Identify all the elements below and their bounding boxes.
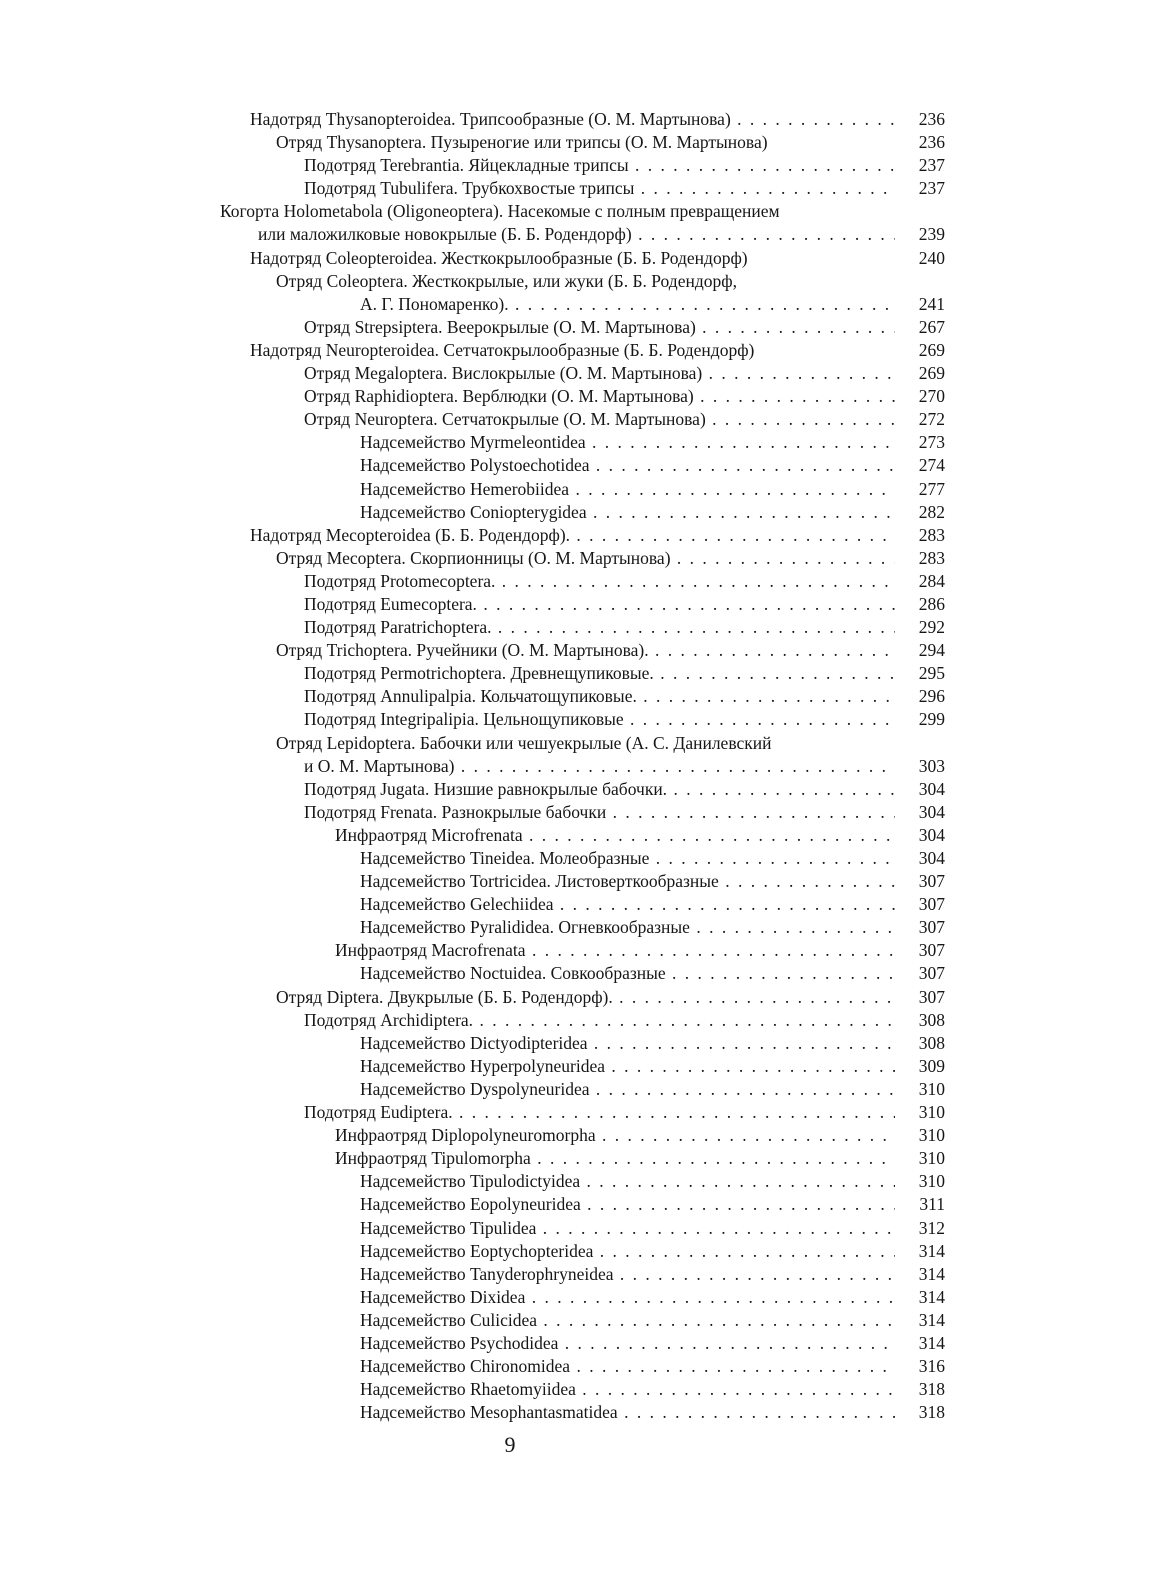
toc-entry-page: 308 (918, 1032, 945, 1053)
toc-entry (220, 732, 945, 755)
toc-entry-page: 303 (918, 755, 945, 776)
toc-entry (220, 708, 945, 731)
toc-entry (220, 1309, 945, 1332)
toc-entry-title: Надсемейство Eopolyneuridea . . . (220, 1193, 895, 1216)
toc-entry (220, 939, 945, 962)
toc-entry-page: 237 (918, 178, 945, 199)
toc-entry (220, 593, 945, 616)
toc-entry (220, 1193, 945, 1216)
toc-entry-page: 236 (918, 132, 945, 153)
toc-entry-page: 310 (918, 1078, 945, 1099)
toc-entry (220, 1078, 945, 1101)
toc-entry-page: 314 (918, 1286, 945, 1307)
toc-entry-title: Надотряд Neuropteroidea. Сетчатокрылообразные (Б. Б. Родендорф) (250, 339, 755, 360)
toc-entry-page: 269 (918, 363, 945, 384)
toc-entry-page: 316 (918, 1356, 945, 1377)
toc-entry-page: 310 (918, 1171, 945, 1192)
toc-entry-page: 304 (918, 801, 945, 822)
toc-entry-page: 299 (918, 709, 945, 730)
toc-entry-title: Отряд Strepsiptera. Веерокрылые (О. М. Мартынова) . . . (220, 316, 895, 339)
toc-entry-page: 273 (918, 432, 945, 453)
toc-entry-title: Надсемейство Hyperpolyneuridea . . . (220, 1055, 895, 1078)
toc-entry (220, 200, 945, 223)
toc-entry (220, 893, 945, 916)
toc-entry (220, 154, 945, 177)
toc-entry-title: Подотряд Tubulifera. Трубкохвостые трипсы . . . (220, 177, 895, 200)
toc-entry (220, 962, 945, 985)
toc-entry (220, 108, 945, 131)
toc-entry-page: 311 (919, 1194, 945, 1215)
toc-entry-title: Подотряд Paratrichoptera. . . . (220, 616, 895, 639)
table-of-contents (220, 108, 945, 1424)
toc-entry (220, 1378, 945, 1401)
toc-entry-page: 318 (918, 1402, 945, 1423)
toc-entry-title: Надсемейство Tortricidea. Листоверткообразные . . . (220, 870, 895, 893)
toc-entry-title: Надотряд Mecopteroidea (Б. Б. Родендорф). . . . (220, 524, 895, 547)
toc-entry-title: Подотряд Eudiptera. . . . (220, 1101, 895, 1124)
toc-entry-title: Отряд Diptera. Двукрылые (Б. Б. Родендорф). . . . (220, 986, 895, 1009)
toc-entry-page: 240 (918, 247, 945, 268)
toc-entry-title: Отряд Coleoptera. Жесткокрылые, или жуки (Б. Б. Родендорф, (276, 270, 737, 291)
toc-entry (220, 454, 945, 477)
toc-entry-page: 307 (918, 963, 945, 984)
toc-entry (220, 247, 945, 270)
toc-entry (220, 316, 945, 339)
toc-entry-title: Надсемейство Pyralididea. Огневкообразные . . . (220, 916, 895, 939)
toc-entry (220, 501, 945, 524)
toc-entry (220, 1286, 945, 1309)
toc-entry (220, 431, 945, 454)
toc-entry (220, 362, 945, 385)
toc-entry-title: Надсемейство Gelechiidea . . . (220, 893, 895, 916)
toc-entry (220, 801, 945, 824)
toc-entry-page: 309 (918, 1055, 945, 1076)
toc-entry-page: 308 (918, 1009, 945, 1030)
toc-entry-page: 314 (918, 1240, 945, 1261)
toc-entry (220, 662, 945, 685)
toc-entry-page: 284 (918, 570, 945, 591)
toc-entry-page: 272 (918, 409, 945, 430)
toc-entry-title: Надсемейство Dictyodipteridea . . . (220, 1032, 895, 1055)
toc-entry (220, 177, 945, 200)
toc-entry (220, 778, 945, 801)
toc-entry-page: 237 (918, 155, 945, 176)
toc-entry-page: 307 (918, 986, 945, 1007)
toc-entry-title: Надсемейство Chironomidea . . . (220, 1355, 895, 1378)
toc-entry-title: Надсемейство Dyspolyneuridea . . . (220, 1078, 895, 1101)
toc-entry-page: 296 (918, 686, 945, 707)
toc-entry-page: 239 (918, 224, 945, 245)
page-number: 9 (504, 1432, 516, 1457)
toc-entry-page: 286 (918, 593, 945, 614)
toc-entry-title: Надсемейство Psychodidea . . . (220, 1332, 895, 1355)
toc-entry-page: 292 (918, 617, 945, 638)
toc-entry-title: Надсемейство Eoptychopteridea . . . (220, 1240, 895, 1263)
toc-entry (220, 870, 945, 893)
toc-entry (220, 847, 945, 870)
toc-entry-page: 283 (918, 524, 945, 545)
toc-entry-page: 277 (918, 478, 945, 499)
toc-entry-title: Надсемейство Tineidea. Молеобразные . . . (220, 847, 895, 870)
toc-entry (220, 339, 945, 362)
toc-entry-page: 314 (918, 1332, 945, 1353)
toc-entry-title: Когорта Holometabola (Oligoneoptera). Насекомые с полным превращением (220, 201, 780, 222)
toc-entry (220, 1263, 945, 1286)
toc-entry-page: 310 (918, 1148, 945, 1169)
toc-entry (220, 223, 945, 246)
toc-entry-title: Подотряд Permotrichoptera. Древнещупиковые. . . . (220, 662, 895, 685)
toc-entry-title: Отряд Neuroptera. Сетчатокрылые (О. М. Мартынова) . . . (220, 408, 895, 431)
toc-entry-title: Подотряд Jugata. Низшие равнокрылые бабочки. . . . (220, 778, 895, 801)
toc-entry-title: Надсемейство Tipulidea . . . (220, 1217, 895, 1240)
toc-entry-page: 267 (918, 316, 945, 337)
toc-entry-title: Подотряд Annulipalpia. Кольчатощупиковые. . . . (220, 685, 895, 708)
toc-entry (220, 1009, 945, 1032)
toc-entry-page: 314 (918, 1309, 945, 1330)
toc-entry-page: 269 (918, 339, 945, 360)
toc-entry-page: 304 (918, 778, 945, 799)
toc-entry (220, 408, 945, 431)
toc-entry-page: 283 (918, 547, 945, 568)
toc-entry-title: Надсемейство Rhaetomyiidea . . . (220, 1378, 895, 1401)
toc-entry-title: А. Г. Пономаренко). . . . (220, 293, 895, 316)
toc-entry-page: 295 (918, 663, 945, 684)
toc-entry (220, 1147, 945, 1170)
toc-entry-title: Надсемейство Noctuidea. Совкообразные . . . (220, 962, 895, 985)
toc-entry-title: Подотряд Terebrantia. Яйцекладные трипсы . . . (220, 154, 895, 177)
toc-entry (220, 685, 945, 708)
toc-entry (220, 1401, 945, 1424)
toc-entry (220, 385, 945, 408)
toc-entry (220, 131, 945, 154)
toc-entry-title: Инфраотряд Microfrenata . . . (220, 824, 895, 847)
toc-entry-page: 270 (918, 386, 945, 407)
toc-entry-title: Инфраотряд Tipulomorpha . . . (220, 1147, 895, 1170)
toc-entry (220, 755, 945, 778)
toc-entry-page: 304 (918, 824, 945, 845)
toc-entry-title: Надсемейство Polystoechotidea . . . (220, 454, 895, 477)
toc-entry-title: Надсемейство Mesophantasmatidea . . . (220, 1401, 895, 1424)
toc-entry-title: Надсемейство Hemerobiidea . . . (220, 478, 895, 501)
toc-entry-page: 241 (918, 293, 945, 314)
toc-entry (220, 639, 945, 662)
toc-entry-title: Надсемейство Coniopterygidea . . . (220, 501, 895, 524)
toc-entry-page: 307 (918, 940, 945, 961)
toc-entry-page: 310 (918, 1125, 945, 1146)
toc-entry (220, 547, 945, 570)
toc-entry-title: Подотряд Protomecoptera. . . . (220, 570, 895, 593)
toc-entry-page: 236 (918, 109, 945, 129)
toc-entry-page: 307 (918, 871, 945, 892)
toc-entry-title: Надсемейство Dixidea . . . (220, 1286, 895, 1309)
toc-entry (220, 1032, 945, 1055)
toc-entry (220, 1240, 945, 1263)
toc-entry (220, 1124, 945, 1147)
toc-entry-page: 294 (918, 640, 945, 661)
toc-entry (220, 570, 945, 593)
toc-entry-title: Подотряд Archidiptera. . . . (220, 1009, 895, 1032)
toc-entry-page: 307 (918, 894, 945, 915)
toc-entry (220, 1170, 945, 1193)
toc-entry (220, 478, 945, 501)
toc-entry-title: Отряд Thysanoptera. Пузыреногие или трипсы (О. М. Мартынова) (276, 132, 768, 153)
toc-entry-title: Надсемейство Tanyderophryneidea . . . (220, 1263, 895, 1286)
toc-entry-title: Отряд Lepidoptera. Бабочки или чешуекрылые (А. С. Данилевский (276, 732, 772, 753)
toc-entry-page: 307 (918, 917, 945, 938)
toc-entry-page: 310 (918, 1102, 945, 1123)
toc-entry-page: 318 (918, 1379, 945, 1400)
toc-entry-title: Подотряд Integripalipia. Цельнощупиковые . . . (220, 708, 895, 731)
toc-entry (220, 1355, 945, 1378)
toc-entry-title: Инфраотряд Diplopolyneuromorpha . . . (220, 1124, 895, 1147)
toc-entry (220, 916, 945, 939)
toc-entry (220, 524, 945, 547)
toc-entry (220, 1055, 945, 1078)
toc-entry-title: Подотряд Eumecoptera. . . . (220, 593, 895, 616)
toc-entry-title: Отряд Trichoptera. Ручейники (О. М. Мартынова). . . . (220, 639, 895, 662)
toc-entry-title: или маложилковые новокрылые (Б. Б. Родендорф) . . . (220, 223, 895, 246)
toc-entry (220, 270, 945, 293)
toc-entry-title: Надотряд Coleopteroidea. Жесткокрылообразные (Б. Б. Родендорф) (250, 247, 748, 268)
toc-entry-title: и О. М. Мартынова) . . . (220, 755, 895, 778)
toc-entry (220, 293, 945, 316)
toc-entry-page: 314 (918, 1263, 945, 1284)
toc-entry-page: 274 (918, 455, 945, 476)
toc-entry-title: Надотряд Thysanopteroidea. Трипсообразные (О. М. Мартынова) . . . (220, 108, 895, 131)
toc-entry-page: 312 (918, 1217, 945, 1238)
toc-entry (220, 824, 945, 847)
toc-entry (220, 1332, 945, 1355)
toc-entry-page: 282 (918, 501, 945, 522)
toc-entry-title: Отряд Mecoptera. Скорпионницы (О. М. Мартынова) . . . (220, 547, 895, 570)
toc-entry-title: Надсемейство Culicidea . . . (220, 1309, 895, 1332)
toc-entry (220, 1101, 945, 1124)
toc-entry (220, 616, 945, 639)
toc-entry (220, 1217, 945, 1240)
toc-entry-title: Отряд Megaloptera. Вислокрылые (О. М. Мартынова) . . . (220, 362, 895, 385)
toc-entry-title: Отряд Raphidioptera. Верблюдки (О. М. Мартынова) . . . (220, 385, 895, 408)
toc-entry-title: Подотряд Frenata. Разнокрылые бабочки . . . (220, 801, 895, 824)
toc-entry-title: Надсемейство Tipulodictyidea . . . (220, 1170, 895, 1193)
toc-entry-title: Инфраотряд Macrofrenata . . . (220, 939, 895, 962)
toc-entry-page: 304 (918, 848, 945, 868)
toc-entry (220, 986, 945, 1009)
toc-entry-title: Надсемейство Myrmeleontidea . . . (220, 431, 895, 454)
